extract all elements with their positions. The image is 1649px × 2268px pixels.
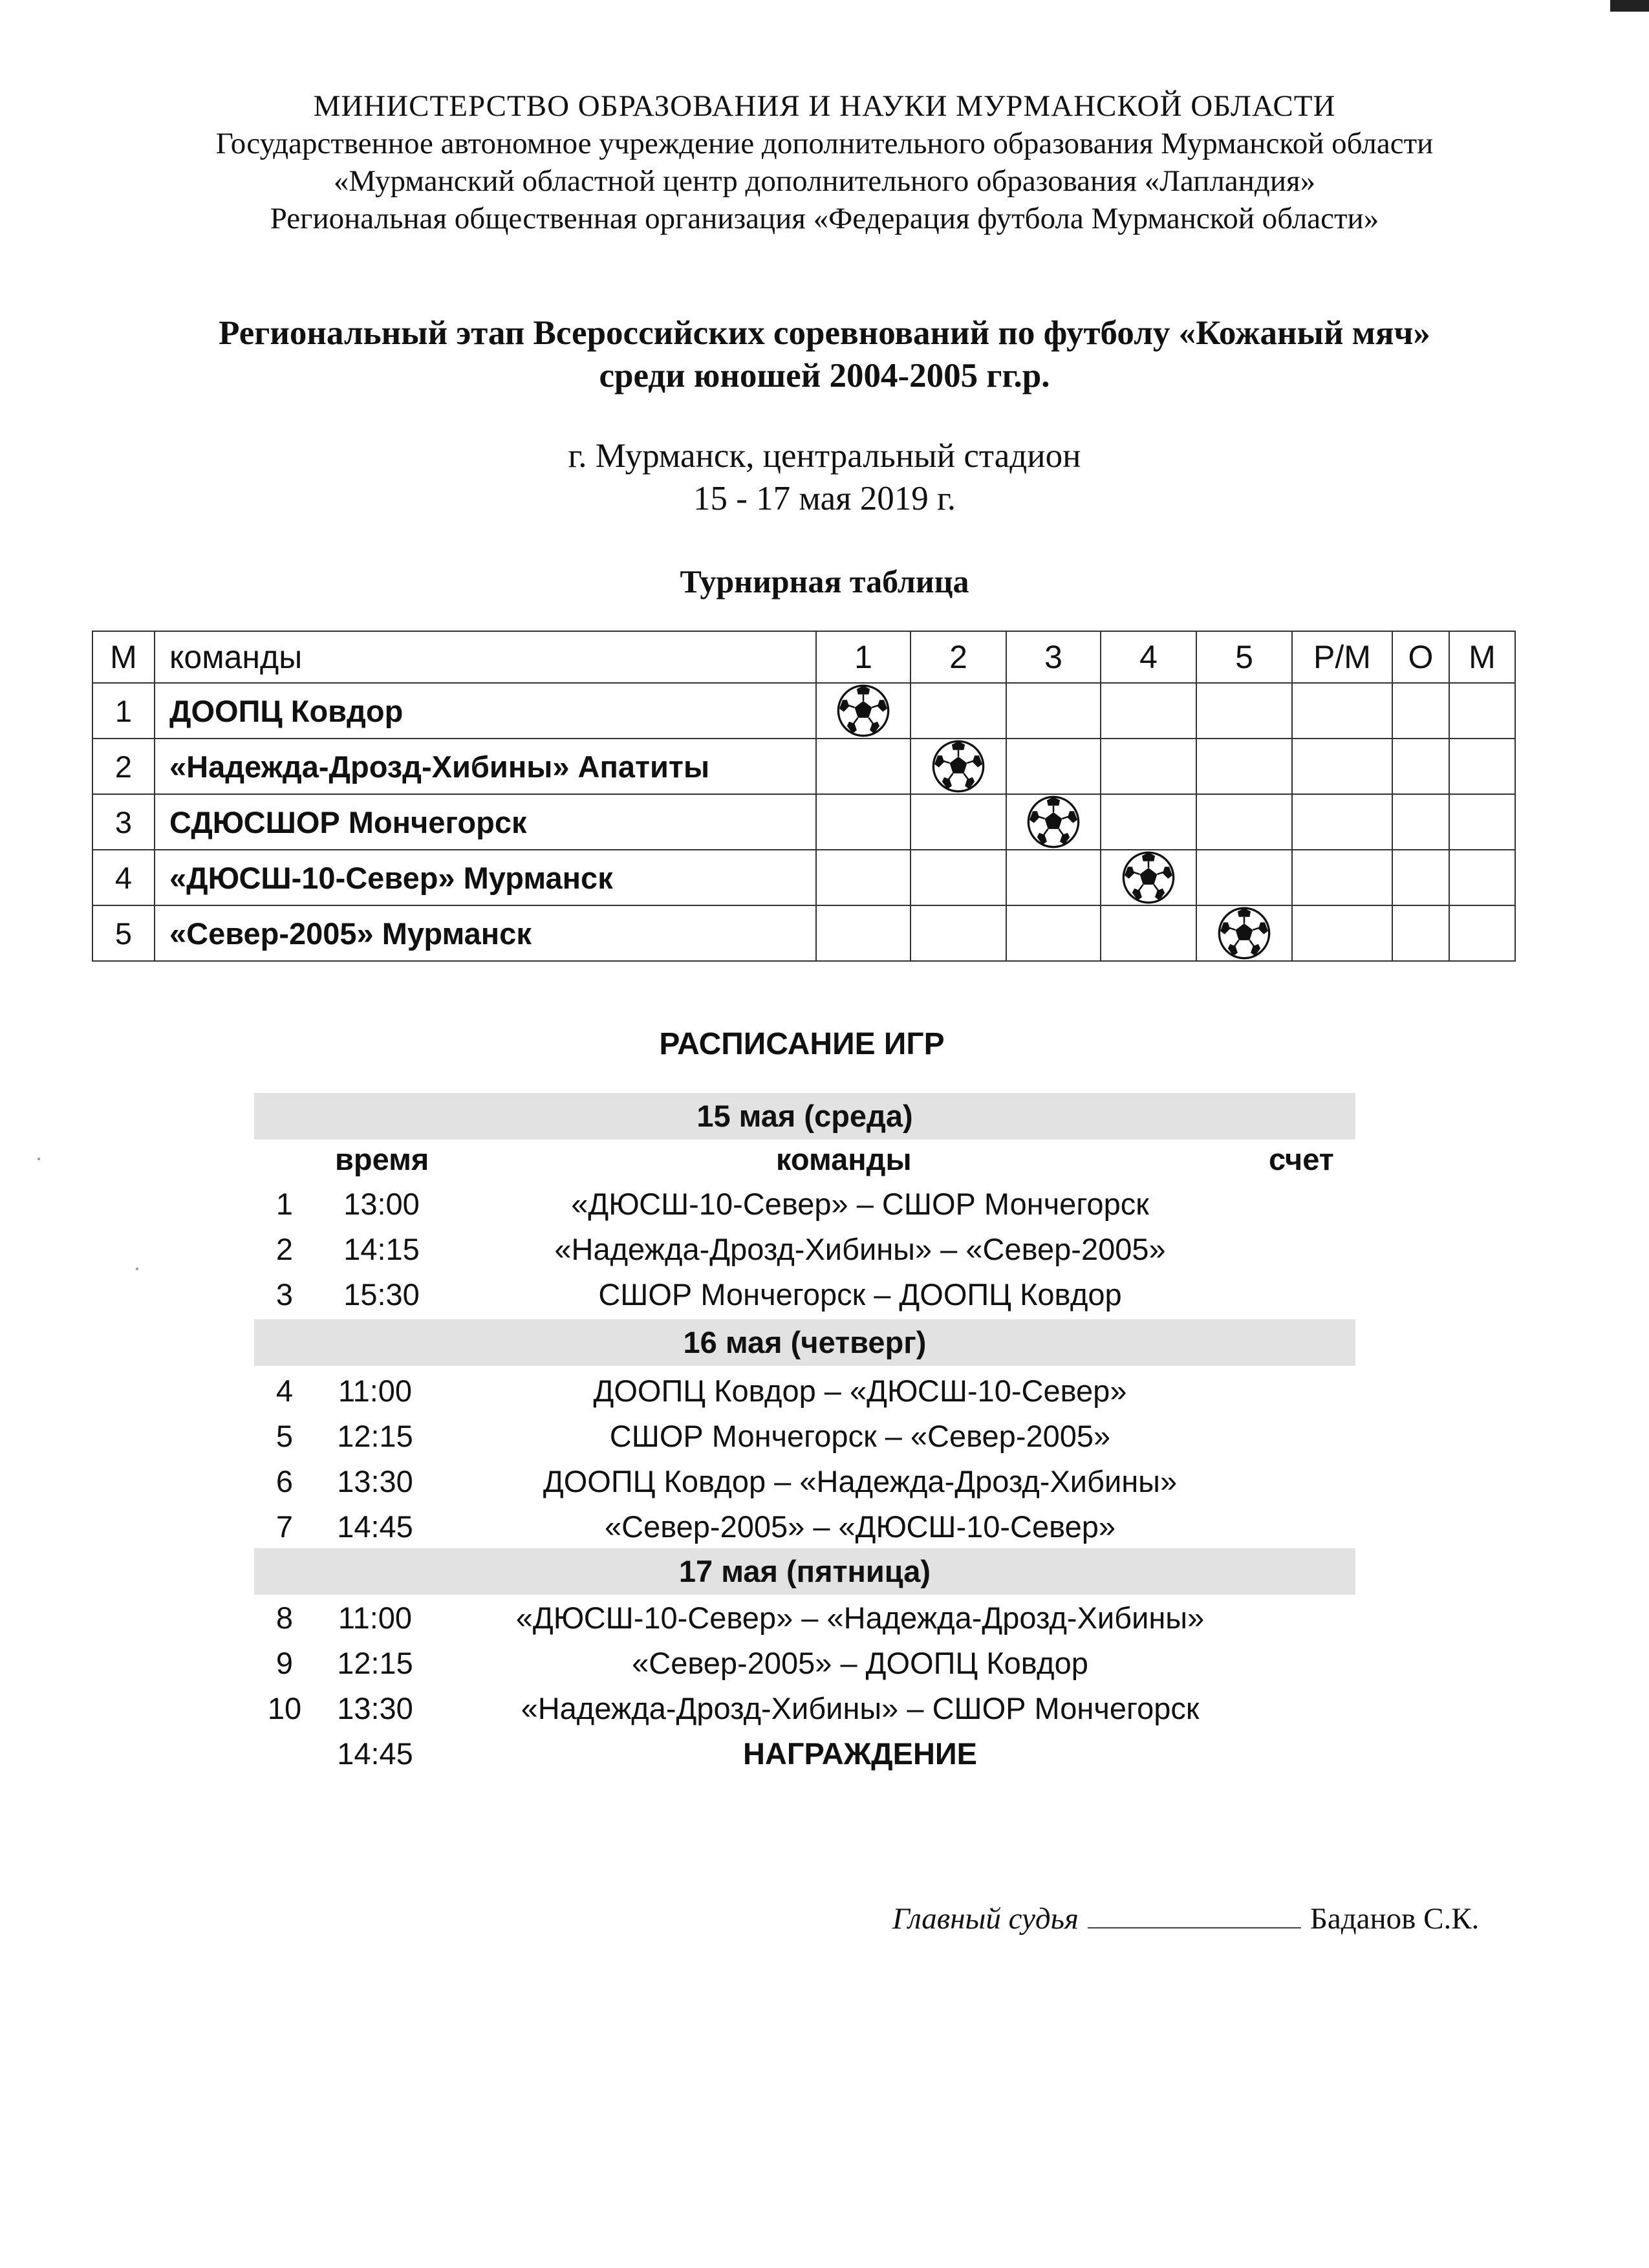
diagonal-cell [1101,850,1196,905]
game-time: 11:00 [338,1601,413,1635]
row-number: 4 [92,850,155,905]
game-match: «Надежда-Дрозд-Хибины» – «Север-2005» [554,1232,1166,1266]
header-col-4: 4 [1101,631,1196,683]
title-line-1: Региональный этап Всероссийских соревнований по футболу «Кожаный мяч» [219,314,1430,352]
day-header: 17 мая (пятница) [254,1548,1355,1595]
venue-info [0,435,1649,520]
game-match: «ДЮСШ-10-Север» – СШОР Мончегорск [571,1187,1149,1221]
table-row [92,794,1515,850]
points-cell [1392,739,1449,794]
result-cell [816,739,911,794]
header-rank: М [1449,631,1515,683]
table-row [92,683,1515,739]
row-number: 1 [92,683,155,739]
diagonal-cell [1196,905,1292,961]
result-cell [1101,739,1196,794]
award-time: 14:45 [337,1736,413,1771]
game-match: ДООПЦ Ковдор – «ДЮСШ-10-Север» [593,1374,1127,1408]
game-time: 13:30 [337,1464,413,1498]
scan-speck [38,1158,40,1160]
standings-header-row [92,631,1515,683]
row-team: СДЮСШОР Мончегорск [155,794,816,850]
day-header: 15 мая (среда) [254,1093,1355,1139]
column-score-header: счет [1269,1142,1334,1176]
points-cell [1392,683,1449,739]
game-number: 10 [267,1691,302,1725]
venue-place: г. Мурманск, центральный стадион [568,437,1081,475]
result-cell [1006,739,1101,794]
game-number: 6 [275,1464,294,1498]
competition-title [0,312,1649,397]
points-cell [1392,905,1449,961]
title-line-2: среди юношей 2004-2005 гг.р. [599,357,1050,394]
game-number: 9 [275,1646,294,1680]
soccer-ball-icon [836,684,890,738]
result-cell [1006,850,1101,905]
scan-edge-mark [1610,0,1649,12]
rank-cell [1449,683,1515,739]
rank-cell [1449,739,1515,794]
game-match: «Надежда-Дрозд-Хибины» – СШОР Мончегорск [521,1691,1200,1725]
game-time: 12:15 [337,1646,413,1680]
game-number: 5 [275,1419,294,1453]
game-number: 1 [275,1187,294,1221]
standings-table [92,631,1516,962]
diagonal-cell [1006,794,1101,850]
game-match: «ДЮСШ-10-Север» – «Надежда-Дрозд-Хибины» [515,1601,1205,1635]
federation-line: Региональная общественная организация «Федерация футбола Мурманской области» [270,202,1379,235]
goal-diff-cell [1292,739,1392,794]
goal-diff-cell [1292,905,1392,961]
header-col-3: 3 [1006,631,1101,683]
result-cell [816,794,911,850]
rank-cell [1449,794,1515,850]
row-team: «Север-2005» Мурманск [155,905,816,961]
goal-diff-cell [1292,794,1392,850]
institution-line: Государственное автономное учреждение дополнительного образования Мурманской области [215,127,1434,160]
table-row [92,905,1515,961]
award-label: НАГРАЖДЕНИЕ [742,1736,978,1771]
game-number: 2 [275,1232,294,1266]
result-cell [816,905,911,961]
header-teams: команды [155,631,816,683]
game-match: «Север-2005» – ДООПЦ Ковдор [632,1646,1088,1680]
result-cell [1101,905,1196,961]
soccer-ball-icon [931,739,986,794]
header-points: О [1392,631,1449,683]
game-time: 13:30 [337,1691,413,1725]
result-cell [911,683,1006,739]
game-match: СШОР Мончегорск – «Север-2005» [609,1419,1111,1453]
judge-label: Главный судья [892,1902,1079,1936]
schedule-title: РАСПИСАНИЕ ИГР [659,1027,945,1061]
row-number: 2 [92,739,155,794]
scan-speck [136,1268,138,1270]
standings-caption: Турнирная таблица [680,563,969,599]
judge-name: Баданов С.К. [1310,1902,1480,1936]
game-time: 14:15 [343,1232,420,1266]
points-cell [1392,794,1449,850]
soccer-ball-icon [1217,906,1271,960]
result-cell [1006,683,1101,739]
rank-cell [1449,850,1515,905]
chief-judge-signature [892,1901,1479,1936]
result-cell [1006,905,1101,961]
rank-cell [1449,905,1515,961]
center-line: «Мурманский областной центр дополнительного образования «Лапландия» [333,164,1316,198]
game-number: 3 [275,1277,294,1312]
row-number: 3 [92,794,155,850]
table-row [92,739,1515,794]
diagonal-cell [911,739,1006,794]
signature-line [1088,1901,1301,1928]
header-place: М [92,631,155,683]
game-match: СШОР Мончегорск – ДООПЦ Ковдор [598,1277,1122,1312]
row-number: 5 [92,905,155,961]
row-team: «Надежда-Дрозд-Хибины» Апатиты [155,739,816,794]
header-col-1: 1 [816,631,911,683]
header-col-2: 2 [911,631,1006,683]
header-goal-diff: Р/М [1292,631,1392,683]
table-row [92,850,1515,905]
column-time-header: время [335,1142,429,1176]
game-number: 8 [275,1601,294,1635]
result-cell [911,905,1006,961]
result-cell [1196,739,1292,794]
result-cell [816,850,911,905]
venue-dates: 15 - 17 мая 2019 г. [693,480,956,517]
row-team: ДООПЦ Ковдор [155,683,816,739]
result-cell [1101,683,1196,739]
ministry-line: МИНИСТЕРСТВО ОБРАЗОВАНИЯ И НАУКИ МУРМАНСКОЙ ОБЛАСТИ [313,89,1336,123]
result-cell [1196,683,1292,739]
game-time: 11:00 [338,1374,413,1408]
result-cell [911,794,1006,850]
header-col-5: 5 [1196,631,1292,683]
day-header: 16 мая (четверг) [254,1319,1355,1366]
game-match: ДООПЦ Ковдор – «Надежда-Дрозд-Хибины» [543,1464,1178,1498]
row-team: «ДЮСШ-10-Север» Мурманск [155,850,816,905]
column-teams-header: команды [776,1142,912,1176]
result-cell [1101,794,1196,850]
points-cell [1392,850,1449,905]
result-cell [911,850,1006,905]
organization-header [0,87,1649,237]
game-time: 15:30 [343,1277,420,1312]
game-time: 12:15 [337,1419,413,1453]
result-cell [1196,850,1292,905]
goal-diff-cell [1292,850,1392,905]
game-number: 7 [275,1509,294,1544]
game-number: 4 [275,1374,294,1408]
soccer-ball-icon [1121,850,1176,905]
diagonal-cell [816,683,911,739]
game-time: 13:00 [343,1187,420,1221]
soccer-ball-icon [1026,795,1081,849]
goal-diff-cell [1292,683,1392,739]
game-time: 14:45 [337,1509,413,1544]
result-cell [1196,794,1292,850]
game-match: «Север-2005» – «ДЮСШ-10-Север» [604,1509,1116,1544]
